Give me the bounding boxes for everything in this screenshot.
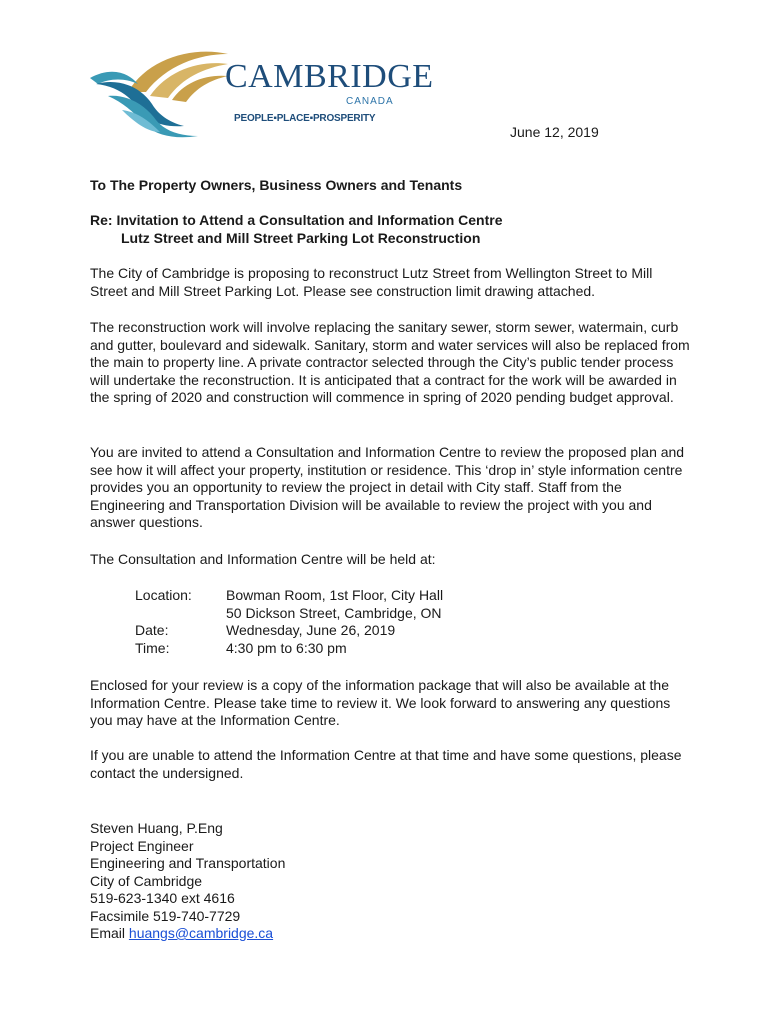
subject-line-2: Lutz Street and Mill Street Parking Lot Reconstruction bbox=[121, 229, 481, 246]
signer-phone: 519-623-1340 ext 4616 bbox=[90, 890, 235, 906]
signer-fax: Facsimile 519-740-7729 bbox=[90, 907, 241, 924]
logo-tagline: PEOPLE▪PLACE▪PROSPERITY bbox=[234, 113, 376, 124]
subject-line bbox=[90, 212, 690, 247]
paragraph-held-at: The Consultation and Information Centre will be held at: bbox=[90, 551, 436, 567]
signer-department: Engineering and Transportation bbox=[90, 855, 286, 871]
signer-title: Project Engineer bbox=[90, 837, 194, 854]
paragraph-invitation: You are invited to attend a Consultation and Information Centre to review the proposed plan and see how it will affect your property, institution or residence. This ‘drop in’ style information centre provides you an opportunity to review the project in detail with City staff. Staff from the Engineering and Transportation Division will be available to review the project with you and answer questions. bbox=[90, 444, 685, 530]
wave-emblem-icon bbox=[88, 40, 238, 140]
cambridge-logo bbox=[88, 40, 434, 140]
logo-country: CANADA bbox=[346, 96, 394, 107]
logo-wordmark: CAMBRIDGE bbox=[225, 58, 434, 95]
paragraph-contact: If you are unable to attend the Information Centre at that time and have some questions, please contact the undersigned. bbox=[90, 747, 682, 781]
time-label: Time: bbox=[135, 639, 170, 656]
location-label: Location: bbox=[135, 587, 192, 603]
paragraph-scope: The reconstruction work will involve replacing the sanitary sewer, storm sewer, watermain, curb and gutter, boulevard and sidewalk. Sanitary, storm and water services will also be replaced from the main to property line. A private contractor selected through the City’s public tender process will undertake the reconstruction. It is anticipated that a contract for the work will be awarded in the spring of 2020 and construction will commence in spring of 2020 pending budget approval. bbox=[90, 319, 690, 405]
event-details bbox=[135, 587, 443, 657]
time-value: 4:30 pm to 6:30 pm bbox=[226, 639, 347, 656]
signature-block bbox=[90, 820, 285, 943]
signer-email-line bbox=[90, 925, 285, 943]
paragraph-intro: The City of Cambridge is proposing to reconstruct Lutz Street from Wellington Street to Mill Street and Mill Street Parking Lot. Please see construction limit drawing attached. bbox=[90, 265, 653, 299]
paragraph-enclosed: Enclosed for your review is a copy of the information package that will also be available at the Information Centre. Please take time to review it. We look forward to answering any questions you may have at the Information Centre. bbox=[90, 677, 671, 728]
date-value: Wednesday, June 26, 2019 bbox=[226, 622, 396, 638]
subject-line-1: Re: Invitation to Attend a Consultation and Information Centre bbox=[90, 212, 503, 228]
letter-date: June 12, 2019 bbox=[510, 124, 599, 140]
email-link[interactable]: huangs@cambridge.ca bbox=[128, 925, 274, 941]
location-line-2: 50 Dickson Street, Cambridge, ON bbox=[226, 604, 442, 621]
signer-org: City of Cambridge bbox=[90, 872, 203, 889]
date-label: Date: bbox=[135, 622, 169, 638]
signer-name: Steven Huang, P.Eng bbox=[90, 820, 223, 836]
location-line-1: Bowman Room, 1st Floor, City Hall bbox=[226, 587, 444, 603]
email-prefix: Email bbox=[90, 925, 129, 941]
salutation: To The Property Owners, Business Owners and Tenants bbox=[90, 177, 463, 193]
